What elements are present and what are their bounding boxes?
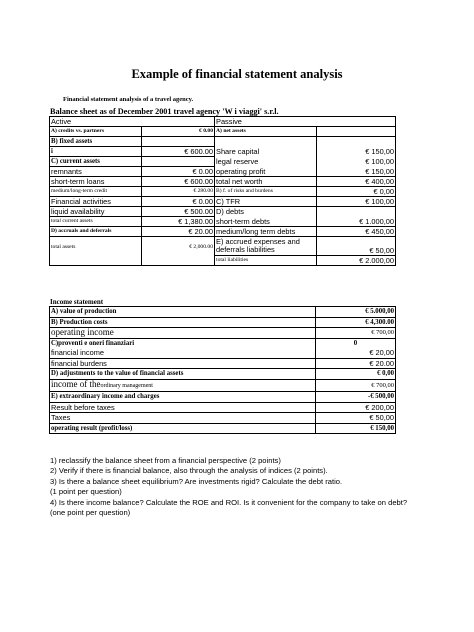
question-item: (one point per question) xyxy=(50,508,131,518)
table-row xyxy=(50,317,396,328)
passive-value: € 0,00 xyxy=(317,187,396,197)
table-row xyxy=(50,369,396,380)
table-row xyxy=(50,127,396,137)
page-title: Example of financial statement analysis xyxy=(131,67,343,81)
income-label-main: income of the xyxy=(51,379,101,389)
table-row xyxy=(50,423,396,434)
table-row xyxy=(50,402,396,413)
income-label: A) value of production xyxy=(50,307,316,318)
page-subtitle: Financial statement analysis of a travel agency. xyxy=(63,96,194,103)
income-value: € 5.000,00 xyxy=(316,307,396,318)
income-value: € 150,00 xyxy=(316,423,396,434)
passive-label: legal reserve xyxy=(215,157,317,167)
passive-label: E) accrued expenses and deferrals liabilities xyxy=(215,237,317,256)
passive-value: € 450,00 xyxy=(317,227,396,237)
active-value: € 600.00 xyxy=(142,177,215,187)
table-row xyxy=(50,328,396,339)
income-label: E) extraordinary income and charges xyxy=(50,392,316,403)
passive-label: medium/long term debts xyxy=(215,227,317,237)
income-value: € 200,00 xyxy=(316,402,396,413)
active-value xyxy=(142,137,215,147)
income-label: operating result (profit/loss) xyxy=(50,423,316,434)
income-label: Result before taxes xyxy=(50,402,316,413)
passive-label: D) debts xyxy=(215,207,317,217)
table-row xyxy=(50,147,396,157)
passive-value: € 50,00 xyxy=(317,237,396,256)
income-value: -€ 500,00 xyxy=(316,392,396,403)
table-row xyxy=(50,307,396,318)
table-row xyxy=(50,358,396,369)
table-row xyxy=(50,237,396,256)
table-row xyxy=(50,379,396,392)
questions-list xyxy=(50,456,460,518)
active-label: liquid availability xyxy=(50,207,142,217)
table-row xyxy=(50,227,396,237)
active-value: € 0.00 xyxy=(142,197,215,207)
table-row xyxy=(50,167,396,177)
active-label: B) fixed assets xyxy=(50,137,142,147)
passive-label xyxy=(215,137,317,147)
active-label: total current assets xyxy=(50,217,142,227)
income-value: € 20,00 xyxy=(316,348,396,358)
active-value: € 280.00 xyxy=(142,187,215,197)
table-row xyxy=(50,137,396,147)
active-value: € 2,000.00 xyxy=(142,237,215,266)
passive-label: B) f. of risks and burdens xyxy=(215,187,317,197)
question-item: (1 point per question) xyxy=(50,487,122,497)
passive-label: operating profit xyxy=(215,167,317,177)
income-value: € 4,300.00 xyxy=(316,317,396,328)
passive-label: Share capital xyxy=(215,147,317,157)
active-value: € 500.00 xyxy=(142,207,215,217)
table-row xyxy=(50,197,396,207)
active-label: A) credits vs. partners xyxy=(50,127,142,137)
table-row xyxy=(50,338,396,348)
income-value: € 700,00 xyxy=(316,379,396,392)
table-row xyxy=(50,348,396,358)
passive-value: € 400,00 xyxy=(317,177,396,187)
question-item: 3) Is there a balance sheet equilibrium? Are investments rigid? Calculate the debt ratio. xyxy=(50,476,343,486)
active-label: Financial activities xyxy=(50,197,142,207)
income-label: D) adjustments to the value of financial assets xyxy=(50,369,316,380)
active-label: C) current assets xyxy=(50,157,142,167)
table-row xyxy=(50,157,396,167)
passive-value: € 150,00 xyxy=(317,147,396,157)
header-passive: Passive xyxy=(215,117,396,127)
passive-label: A) net assets xyxy=(215,127,317,137)
passive-value: € 150,00 xyxy=(317,167,396,177)
passive-value: € 100,00 xyxy=(317,157,396,167)
passive-label: total liabilities xyxy=(215,256,317,266)
income-statement-heading: Income statement xyxy=(50,298,104,306)
balance-sheet-heading: Balance sheet as of December 2001 travel agency 'W i viaggi' s.r.l. xyxy=(50,107,279,116)
income-value: € 0,00 xyxy=(316,369,396,380)
income-label xyxy=(50,379,316,392)
passive-label: total net worth xyxy=(215,177,317,187)
passive-value: € 100,00 xyxy=(317,197,396,207)
table-row xyxy=(50,207,396,217)
active-label: total assets xyxy=(50,237,142,266)
table-row xyxy=(50,187,396,197)
income-value: € 700,00 xyxy=(316,328,396,339)
active-value xyxy=(142,157,215,167)
income-label-small: ordinary management xyxy=(100,382,153,389)
income-label: Taxes xyxy=(50,413,316,424)
active-label: remnants xyxy=(50,167,142,177)
active-value: € 600.00 xyxy=(142,147,215,157)
active-label: D) accruals and deferrals xyxy=(50,227,142,237)
passive-value: € 1.000,00 xyxy=(317,217,396,227)
active-value: € 0.00 xyxy=(142,167,215,177)
passive-label: C) TFR xyxy=(215,197,317,207)
active-value: € 0.00 xyxy=(142,127,215,137)
income-label: financial burdens xyxy=(50,358,316,369)
question-item: 2) Verify if there is financial balance, also through the analysis of indices (2 points). xyxy=(50,466,328,476)
question-item: 4) Is there income balance? Calculate the ROE and ROI. Is it convenient for the company to take on debt? xyxy=(50,497,408,507)
passive-value xyxy=(317,137,396,147)
active-label: medium/long-term credit xyxy=(50,187,142,197)
passive-label: short-term debts xyxy=(215,217,317,227)
income-label: B) Production costs xyxy=(50,317,316,328)
income-label: financial income xyxy=(50,348,316,358)
passive-value xyxy=(317,207,396,217)
passive-value xyxy=(317,127,396,137)
income-value: € 50,00 xyxy=(316,413,396,424)
table-row xyxy=(50,392,396,403)
balance-sheet-table xyxy=(49,116,396,266)
table-row xyxy=(50,177,396,187)
question-item: 1) reclassify the balance sheet from a financial perspective (2 points) xyxy=(50,456,281,465)
income-label: C)proventi e oneri finanziari xyxy=(50,338,316,348)
table-row xyxy=(50,217,396,227)
header-active: Active xyxy=(50,117,215,127)
income-statement-table xyxy=(49,306,396,434)
table-header-row xyxy=(50,117,396,127)
active-label: short-term loans xyxy=(50,177,142,187)
active-value: € 1,380.00 xyxy=(142,217,215,227)
table-row xyxy=(50,413,396,424)
income-value: 0 xyxy=(316,338,396,348)
income-label: operating income xyxy=(50,328,316,339)
active-label: i xyxy=(50,147,142,157)
active-value: € 20.00 xyxy=(142,227,215,237)
income-value: € 20.00 xyxy=(316,358,396,369)
passive-value: € 2.000,00 xyxy=(317,256,396,266)
